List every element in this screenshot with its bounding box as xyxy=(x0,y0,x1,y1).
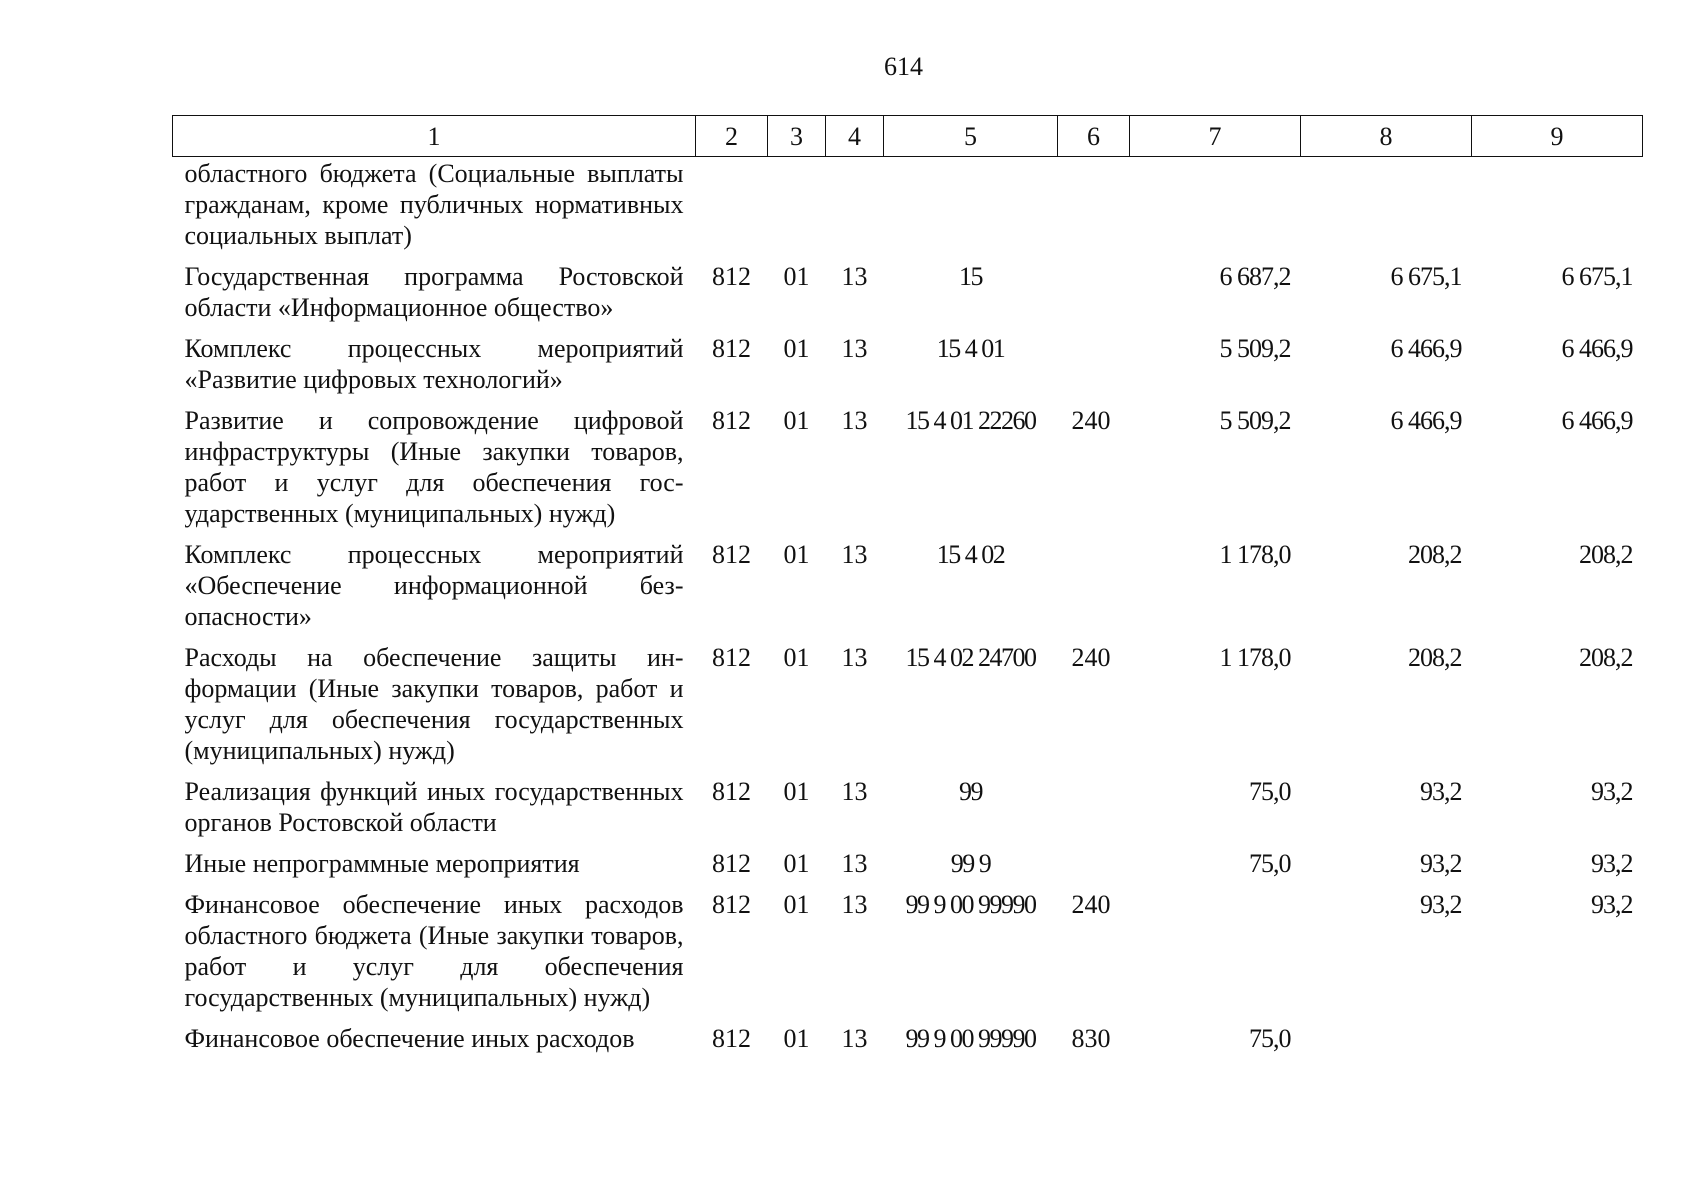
target-article-code: 15 4 02 xyxy=(936,540,1005,569)
amount-col-8: 93,2 xyxy=(1420,777,1462,806)
item-name: Развитие и сопровождение цифровой инфраструктуры (Иные закупки товаров, работ и услуг для обеспечения государственных (муниципальных) нужд) xyxy=(184,406,684,528)
table-header xyxy=(173,116,1643,157)
subsection-code: 13 xyxy=(841,890,868,919)
target-article-code: 99 9 00 99990 xyxy=(905,1024,1036,1053)
amount-col-8 xyxy=(1301,157,1472,262)
column-header-7: 7 xyxy=(1130,116,1301,157)
subsection-code: 13 xyxy=(841,334,868,363)
table-body xyxy=(173,157,1643,1065)
section-code: 01 xyxy=(783,777,810,806)
item-name: Расходы на обеспечение защиты информации (Иные закупки товаров, работ и услуг для обеспечения государственных (муниципальных) нужд) xyxy=(184,643,684,765)
expense-type-code xyxy=(1058,848,1130,889)
table-row xyxy=(173,776,1643,848)
expense-type-code: 830 xyxy=(1071,1024,1111,1053)
ministry-code: 812 xyxy=(712,540,751,569)
amount-col-7: 1 178,0 xyxy=(1219,540,1291,569)
column-header-1: 1 xyxy=(173,116,696,157)
section-code: 01 xyxy=(783,540,810,569)
item-name: Финансовое обеспечение иных расходов xyxy=(184,1024,635,1053)
section-code: 01 xyxy=(783,890,810,919)
section-code: 01 xyxy=(783,1024,810,1053)
target-article-code: 15 4 01 22260 xyxy=(905,406,1036,435)
item-name: Комплекс процессных мероприятий «Развитие цифровых технологий» xyxy=(184,334,684,394)
section-code: 01 xyxy=(783,643,810,672)
subsection-code: 13 xyxy=(841,406,868,435)
ministry-code: 812 xyxy=(712,262,751,291)
item-name: Финансовое обеспечение иных расходов областного бюджета (Иные закупки товаров, работ и услуг для обеспечения государственных (муниципальных) нужд) xyxy=(184,890,684,1012)
table-row xyxy=(173,539,1643,642)
amount-col-7: 75,0 xyxy=(1249,777,1291,806)
expense-type-code xyxy=(1058,539,1130,642)
amount-col-7: 6 687,2 xyxy=(1219,262,1291,291)
ministry-code: 812 xyxy=(712,1024,751,1053)
amount-col-8: 208,2 xyxy=(1408,540,1462,569)
subsection-code: 13 xyxy=(841,643,868,672)
expense-type-code xyxy=(1058,333,1130,405)
column-header-2: 2 xyxy=(696,116,768,157)
subsection-code: 13 xyxy=(841,849,868,878)
target-article-code: 99 xyxy=(959,777,982,806)
page-number: 614 xyxy=(884,52,923,81)
table-row xyxy=(173,889,1643,1023)
budget-table xyxy=(172,115,1643,1064)
subsection-code xyxy=(826,157,884,262)
amount-col-8: 208,2 xyxy=(1408,643,1462,672)
target-article-code: 15 4 02 24700 xyxy=(905,643,1036,672)
table-row xyxy=(173,261,1643,333)
amount-col-8: 93,2 xyxy=(1420,849,1462,878)
column-header-4: 4 xyxy=(826,116,884,157)
amount-col-8: 6 466,9 xyxy=(1390,406,1462,435)
expense-type-code: 240 xyxy=(1071,890,1111,919)
subsection-code: 13 xyxy=(841,777,868,806)
expense-type-code xyxy=(1058,157,1130,262)
amount-col-9 xyxy=(1472,157,1643,262)
amount-col-7: 75,0 xyxy=(1249,1024,1291,1053)
item-name: областного бюджета (Социальные выплаты гражданам, кроме публичных нормативных социальных выплат) xyxy=(184,159,684,250)
ministry-code: 812 xyxy=(712,777,751,806)
table-row xyxy=(173,405,1643,539)
target-article-code xyxy=(884,157,1058,262)
section-code: 01 xyxy=(783,849,810,878)
amount-col-9: 6 466,9 xyxy=(1561,406,1633,435)
ministry-code: 812 xyxy=(712,406,751,435)
section-code: 01 xyxy=(783,334,810,363)
column-header-5: 5 xyxy=(884,116,1058,157)
amount-col-7: 5 509,2 xyxy=(1219,406,1291,435)
table-row xyxy=(173,848,1643,889)
expense-type-code xyxy=(1058,776,1130,848)
amount-col-9: 93,2 xyxy=(1591,890,1633,919)
expense-type-code xyxy=(1058,261,1130,333)
subsection-code: 13 xyxy=(841,540,868,569)
subsection-code: 13 xyxy=(841,1024,868,1053)
ministry-code: 812 xyxy=(712,334,751,363)
item-name: Комплекс процессных мероприятий «Обеспечение информационной безопасности» xyxy=(184,540,684,631)
amount-col-9 xyxy=(1472,1023,1643,1064)
amount-col-7: 75,0 xyxy=(1249,849,1291,878)
amount-col-7: 5 509,2 xyxy=(1219,334,1291,363)
amount-col-9: 6 675,1 xyxy=(1561,262,1633,291)
amount-col-8 xyxy=(1301,1023,1472,1064)
table-row xyxy=(173,1023,1643,1064)
ministry-code: 812 xyxy=(712,849,751,878)
column-header-3: 3 xyxy=(768,116,826,157)
expense-type-code: 240 xyxy=(1071,406,1111,435)
section-code: 01 xyxy=(783,262,810,291)
target-article-code: 15 4 01 xyxy=(936,334,1005,363)
subsection-code: 13 xyxy=(841,262,868,291)
item-name: Государственная программа Ростовской области «Информационное общество» xyxy=(184,262,684,322)
ministry-code xyxy=(696,157,768,262)
item-name: Иные непрограммные мероприятия xyxy=(184,849,580,878)
amount-col-8: 93,2 xyxy=(1420,890,1462,919)
section-code xyxy=(768,157,826,262)
amount-col-9: 93,2 xyxy=(1591,777,1633,806)
amount-col-9: 208,2 xyxy=(1579,643,1633,672)
amount-col-8: 6 675,1 xyxy=(1390,262,1462,291)
item-name: Реализация функций иных государственных органов Ростовской области xyxy=(184,777,684,837)
amount-col-9: 208,2 xyxy=(1579,540,1633,569)
amount-col-7 xyxy=(1130,889,1301,1023)
amount-col-9: 6 466,9 xyxy=(1561,334,1633,363)
amount-col-7 xyxy=(1130,157,1301,262)
ministry-code: 812 xyxy=(712,890,751,919)
target-article-code: 99 9 00 99990 xyxy=(905,890,1036,919)
table-row xyxy=(173,157,1643,262)
amount-col-9: 93,2 xyxy=(1591,849,1633,878)
target-article-code: 99 9 xyxy=(950,849,991,878)
ministry-code: 812 xyxy=(712,643,751,672)
section-code: 01 xyxy=(783,406,810,435)
header-row xyxy=(173,116,1643,157)
table-row xyxy=(173,642,1643,776)
column-header-9: 9 xyxy=(1472,116,1643,157)
target-article-code: 15 xyxy=(959,262,982,291)
column-header-8: 8 xyxy=(1301,116,1472,157)
table-row xyxy=(173,333,1643,405)
amount-col-7: 1 178,0 xyxy=(1219,643,1291,672)
amount-col-8: 6 466,9 xyxy=(1390,334,1462,363)
column-header-6: 6 xyxy=(1058,116,1130,157)
expense-type-code: 240 xyxy=(1071,643,1111,672)
